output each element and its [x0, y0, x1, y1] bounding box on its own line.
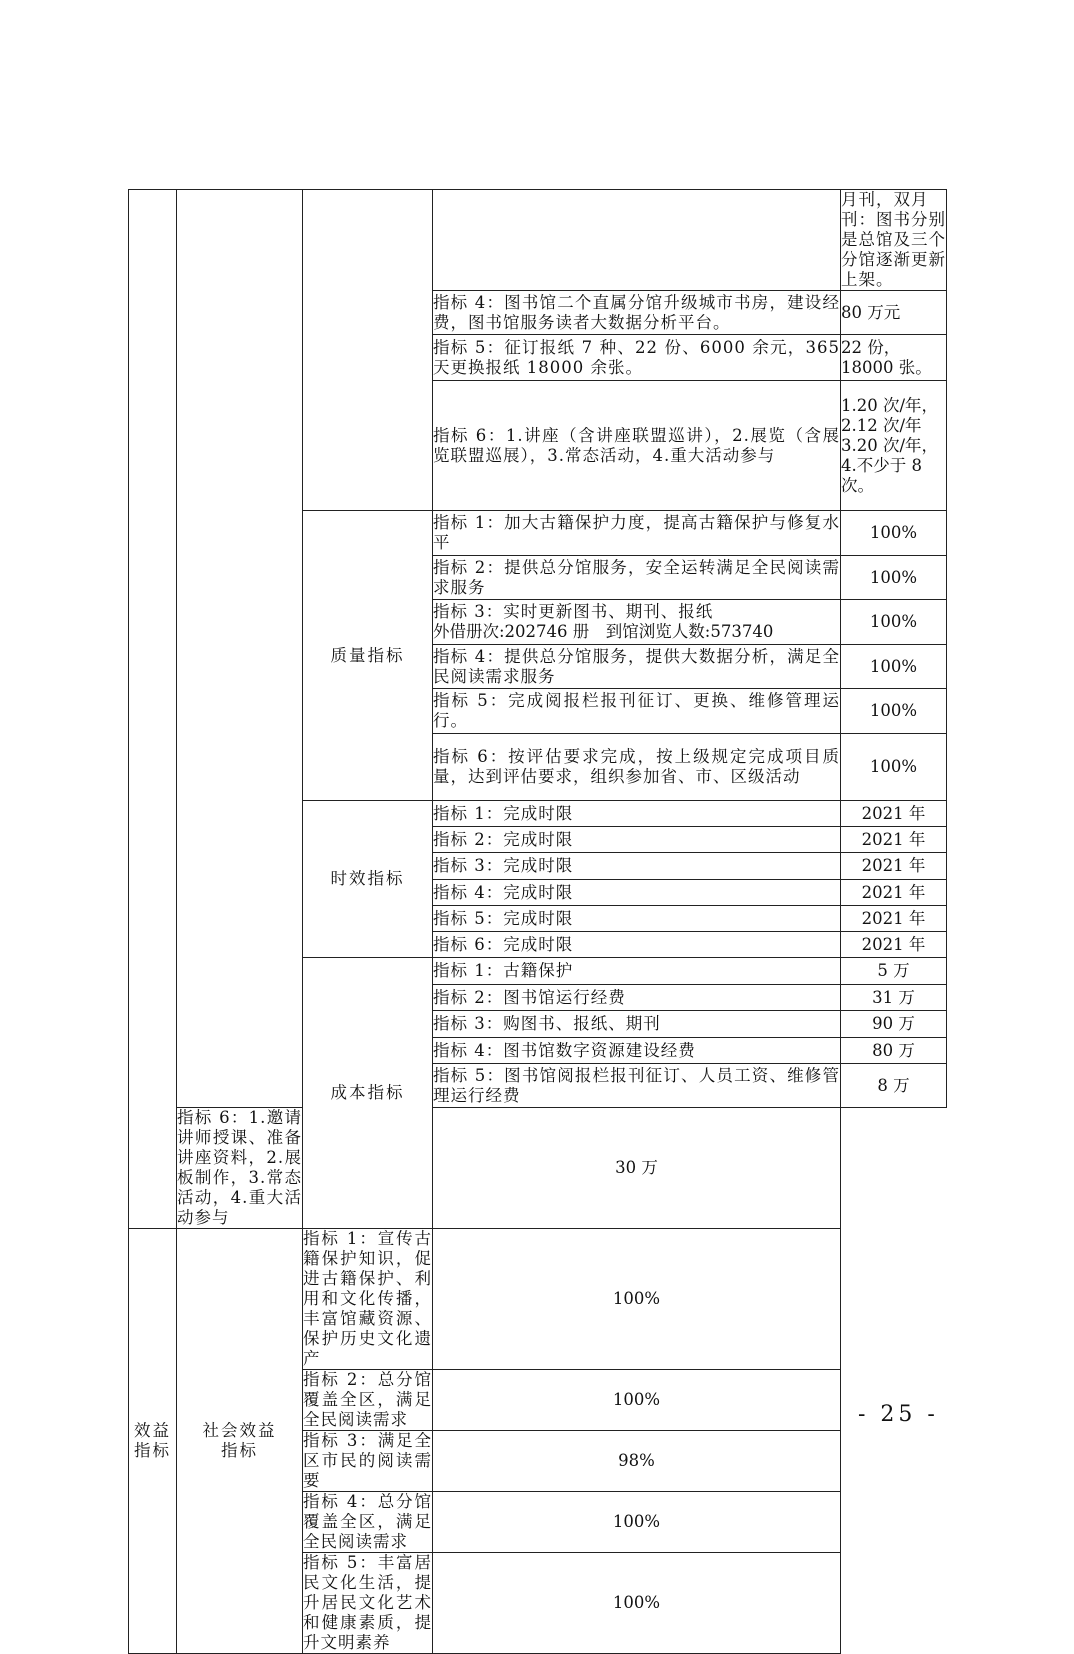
indicator-desc: 指标 4：总分馆覆盖全区，满足全民阅读需求 — [303, 1492, 432, 1551]
indicator-value: 31 万 — [841, 985, 947, 1011]
indicator-desc: 指标 3：完成时限 — [433, 853, 841, 880]
indicator-value: 2021 年 — [841, 853, 947, 880]
indicator-desc: 指标 2：总分馆覆盖全区，满足全民阅读需求 — [303, 1370, 432, 1429]
indicator-desc: 指标 6：1.邀请讲师授课、准备讲座资料，2.展板制作，3.常态活动，4.重大活动参与 — [177, 1108, 302, 1227]
table-row — [129, 1229, 947, 1370]
indicator-value: 8 万 — [841, 1064, 947, 1108]
indicator-desc: 指标 5：征订报纸 7 种、22 份、6000 余元，365 天更换报纸 18000 余张。 — [433, 335, 841, 381]
benefit-category: 效益指标 — [129, 1229, 177, 1654]
indicator-desc: 指标 6：1.讲座（含讲座联盟巡讲），2.展览（含展览联盟巡展），3.常态活动，4.重大活动参与 — [433, 381, 841, 511]
indicator-desc: 指标 6：完成时限 — [433, 932, 841, 958]
blank-cell-col1 — [129, 190, 177, 1229]
indicator-desc: 指标 3：满足全区市民的阅读需要 — [303, 1431, 432, 1490]
indicator-desc: 指标 4：图书馆数字资源建设经费 — [433, 1038, 841, 1064]
indicator-desc: 指标 5：丰富居民文化生活，提升居民文化艺术和健康素质，提升文明素养 — [303, 1553, 432, 1652]
timeliness-category: 时效指标 — [303, 801, 433, 958]
indicator-value: 100% — [433, 1229, 841, 1370]
indicator-value: 2021 年 — [841, 880, 947, 906]
indicator-desc: 指标 3：购图书、报纸、期刊 — [433, 1011, 841, 1038]
indicator-value: 100% — [433, 1492, 841, 1553]
indicator-value: 2021 年 — [841, 906, 947, 932]
indicator-value: 2021 年 — [841, 932, 947, 958]
indicator-desc: 指标 4：提供总分馆服务，提供大数据分析，满足全民阅读需求服务 — [433, 645, 841, 689]
indicator-value: 100% — [841, 645, 947, 689]
indicator-value: 80 万元 — [841, 291, 947, 335]
indicator-desc: 指标 1：古籍保护 — [433, 958, 841, 985]
table-row — [129, 1108, 947, 1229]
indicator-desc: 指标 5：图书馆阅报栏报刊征订、人员工资、维修管理运行经费 — [433, 1064, 841, 1108]
blank-cell-col3 — [303, 190, 433, 511]
indicator-desc — [433, 600, 841, 645]
indicator-desc: 指标 2：完成时限 — [433, 827, 841, 853]
indicator-value: 30 万 — [433, 1108, 841, 1229]
page-number: - 25 - — [858, 1402, 939, 1427]
desc-line: 外借册次:202746 册 到馆浏览人数:573740 — [433, 622, 774, 641]
indicator-value: 22 份，18000 张。 — [841, 335, 947, 381]
indicator-value: 2021 年 — [841, 801, 947, 827]
social-benefit-category — [177, 1229, 303, 1654]
indicator-value: 100% — [433, 1370, 841, 1431]
indicator-value: 100% — [841, 556, 947, 600]
indicator-desc: 指标 1：完成时限 — [433, 801, 841, 827]
indicator-value: 100% — [841, 511, 947, 556]
indicator-value: 80 万 — [841, 1038, 947, 1064]
indicator-value: 98% — [433, 1431, 841, 1492]
indicator-value: 90 万 — [841, 1011, 947, 1038]
indicator-desc: 指标 1：加大古籍保护力度，提高古籍保护与修复水平 — [433, 511, 841, 556]
indicator-desc: 指标 1：宣传古籍保护知识，促进古籍保护、利用和文化传播，丰富馆藏资源、保护历史文化遗产 — [303, 1229, 432, 1368]
indicator-value: 1.20 次/年，2.12 次/年 3.20 次/年，4.不少于 8 次。 — [841, 381, 947, 511]
indicator-value: 5 万 — [841, 958, 947, 985]
blank-desc-cell — [433, 190, 841, 291]
quality-category: 质量指标 — [303, 511, 433, 801]
indicator-desc: 指标 6：按评估要求完成，按上级规定完成项目质量，达到评估要求，组织参加省、市、区级活动 — [433, 734, 841, 801]
indicator-desc: 指标 5：完成时限 — [433, 906, 841, 932]
indicator-value: 100% — [841, 734, 947, 801]
note-cell: 月刊，双月刊：图书分别是总馆及三个分馆逐渐更新上架。 — [841, 190, 946, 289]
indicator-desc: 指标 2：图书馆运行经费 — [433, 985, 841, 1011]
indicator-value: 2021 年 — [841, 827, 947, 853]
desc-line: 指标 3：实时更新图书、期刊、报纸 — [433, 602, 714, 621]
indicator-value: 100% — [841, 689, 947, 734]
indicator-value: 100% — [433, 1553, 841, 1654]
sub-label-line: 指标 — [221, 1441, 258, 1460]
blank-cell-col2 — [177, 190, 303, 1108]
sub-label-line: 社会效益 — [202, 1421, 277, 1440]
indicator-desc: 指标 4：完成时限 — [433, 880, 841, 906]
cost-category: 成本指标 — [303, 958, 433, 1229]
indicator-desc: 指标 4：图书馆二个直属分馆升级城市书房，建设经费，图书馆服务读者大数据分析平台。 — [433, 291, 841, 335]
indicator-value: 100% — [841, 600, 947, 645]
indicator-desc: 指标 2：提供总分馆服务，安全运转满足全民阅读需求服务 — [433, 556, 841, 600]
table-row — [129, 190, 947, 291]
indicator-desc: 指标 5：完成阅报栏报刊征订、更换、维修管理运行。 — [433, 689, 841, 734]
performance-indicator-table — [128, 189, 947, 1654]
